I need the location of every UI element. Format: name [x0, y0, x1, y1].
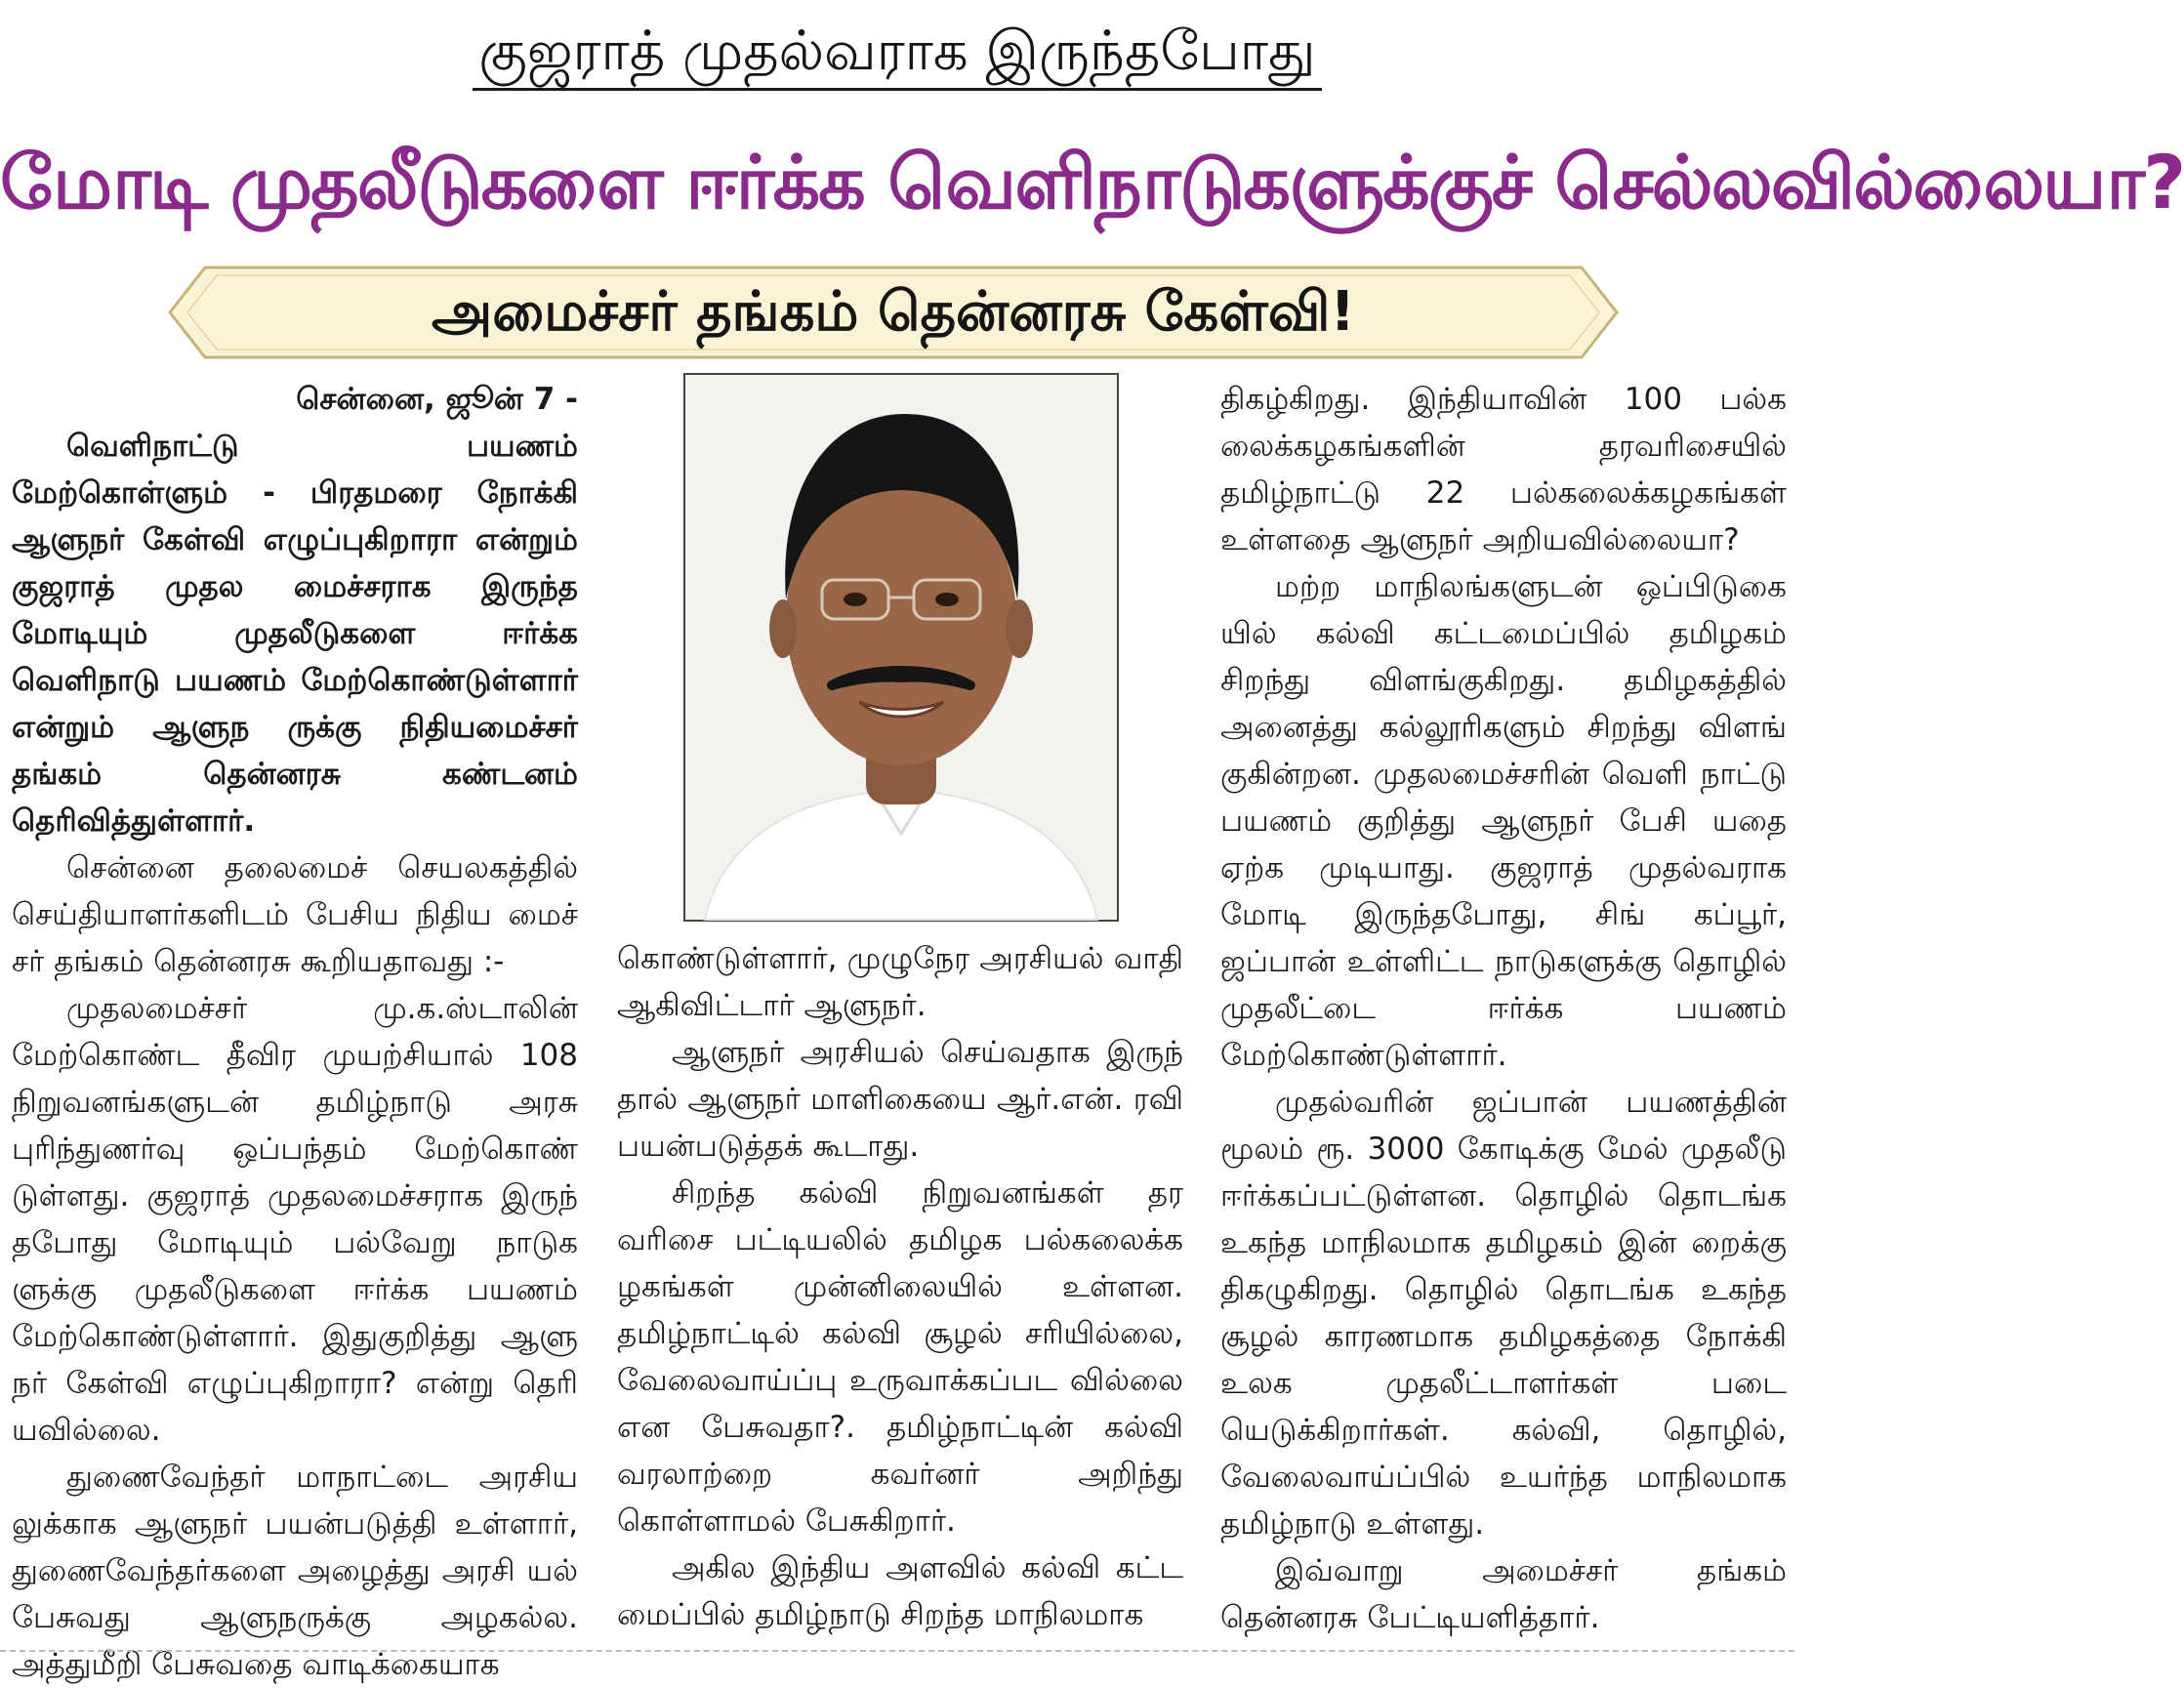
paragraph: ஆளுநர் அரசியல் செய்வதாக இருந் தால் ஆளுநர் மாளிகையை ஆர்.என். ரவி பயன்படுத்தக் கூடாது.	[617, 1035, 1183, 1164]
subheadline: அமைச்சர் தங்கம் தென்னரசு கேள்வி!	[432, 280, 1355, 344]
paragraph: கொண்டுள்ளார், முழுநேர அரசியல் வாதி ஆகிவிட்டார் ஆளுநர்.	[617, 941, 1183, 1023]
paragraph: துணைவேந்தர் மாநாட்டை அரசிய லுக்காக ஆளுநர் பயன்படுத்தி உள்ளார், துணைவேந்தர்களை அழைத்து அரசி யல் பேசுவது ஆளுநருக்கு அழகல்ல. அத்துமீறி பேசுவதை வாடிக்கையாக	[12, 1460, 578, 1682]
bottom-divider	[0, 1650, 1794, 1652]
paragraph: முதலமைச்சர் மு.க.ஸ்டாலின் மேற்கொண்ட தீவிர முயற்சியால் 108 நிறுவனங்களுடன் தமிழ்நாடு அரசு புரிந்துணர்வு ஒப்பந்தம் மேற்கொண் டுள்ளது. குஜராத் முதலமைச்சராக இருந் தபோது மோடியும் பல்வேறு நாடுக ளுக்கு முதலீடுகளை ஈர்க்க பயணம் மேற்கொண்டுள்ளார். இதுகுறித்து ஆளு நர் கேள்வி எழுப்புகிறாரா? என்று தெரி யவில்லை.	[12, 991, 578, 1448]
portrait-illustration	[685, 375, 1117, 920]
paragraph: சென்னை தலைமைச் செயலகத்தில் செய்தியாளர்களிடம் பேசிய நிதிய மைச் சர் தங்கம் தென்னரசு கூறியதாவது :-	[12, 850, 578, 979]
column-1	[12, 376, 578, 1688]
subheadline-banner	[166, 264, 1621, 361]
paragraph: சிறந்த கல்வி நிறுவனங்கள் தர வரிசை பட்டியலில் தமிழக பல்கலைக்க ழகங்கள் முன்னிலையில் உள்ளன. தமிழ்நாட்டில் கல்வி சூழல் சரியில்லை, வேலைவாய்ப்பு உருவாக்கப்பட வில்லை என பேசுவதா?. தமிழ்நாட்டின் கல்வி வரலாற்றை கவர்னர் அறிந்து கொள்ளாமல் பேசுகிறார்.	[617, 1175, 1183, 1539]
headline: மோடி முதலீடுகளை ஈர்க்க வெளிநாடுகளுக்குச் செல்லவில்லையா?	[0, 139, 2184, 226]
column-3	[1220, 376, 1787, 1641]
column-2	[617, 935, 1183, 1638]
kicker-text: குஜராத் முதல்வராக இருந்தபோது	[473, 18, 1321, 91]
kicker-heading	[0, 18, 1794, 96]
paragraph: இவ்வாறு அமைச்சர் தங்கம் தென்னரசு பேட்டியளித்தார்.	[1220, 1553, 1787, 1635]
paragraph: திகழ்கிறது. இந்தியாவின் 100 பல்க லைக்கழகங்களின் தரவரிசையில் தமிழ்நாட்டு 22 பல்கலைக்கழகங்கள் உள்ளதை ஆளுநர் அறியவில்லையா?	[1220, 382, 1787, 557]
lead-paragraph: வெளிநாட்டு பயணம் மேற்கொள்ளும் - பிரதமரை நோக்கி ஆளுநர் கேள்வி எழுப்புகிறாரா என்றும் குஜராத் முதல மைச்சராக இருந்த மோடியும் முதலீடுகளை ஈர்க்க வெளிநாடு பயணம் மேற்கொண்டுள்ளார் என்றும் ஆளுந ருக்கு நிதியமைச்சர் தங்கம் தென்னரசு கண்டனம் தெரிவித்துள்ளார்.	[12, 429, 578, 839]
paragraph: மற்ற மாநிலங்களுடன் ஒப்பிடுகை யில் கல்வி கட்டமைப்பில் தமிழகம் சிறந்து விளங்குகிறது. தமிழகத்தில் அனைத்து கல்லூரிகளும் சிறந்து விளங் குகின்றன. முதலமைச்சரின் வெளி நாட்டு பயணம் குறித்து ஆளுநர் பேசி யதை ஏற்க முடியாது. குஜராத் முதல்வராக மோடி இருந்தபோது, சிங் கப்பூர், ஜப்பான் உள்ளிட்ட நாடுகளுக்கு தொழில் முதலீட்டை ஈர்க்க பயணம் மேற்கொண்டுள்ளார்.	[1220, 569, 1787, 1073]
minister-photo	[683, 373, 1119, 922]
paragraph: அகில இந்திய அளவில் கல்வி கட்ட மைப்பில் தமிழ்நாடு சிறந்த மாநிலமாக	[617, 1550, 1183, 1632]
paragraph: முதல்வரின் ஜப்பான் பயணத்தின் மூலம் ரூ. 3000 கோடிக்கு மேல் முதலீடு ஈர்க்கப்பட்டுள்ளன. தொழில் தொடங்க உகந்த மாநிலமாக தமிழகம் இன் றைக்கு திகழுகிறது. தொழில் தொடங்க உகந்த சூழல் காரணமாக தமிழகத்தை நோக்கி உலக முதலீட்டாளர்கள் படை யெடுக்கிறார்கள். கல்வி, தொழில், வேலைவாய்ப்பில் உயர்ந்த மாநிலமாக தமிழ்நாடு உள்ளது.	[1220, 1085, 1787, 1542]
dateline: சென்னை, ஜூன் 7 -	[296, 382, 578, 417]
